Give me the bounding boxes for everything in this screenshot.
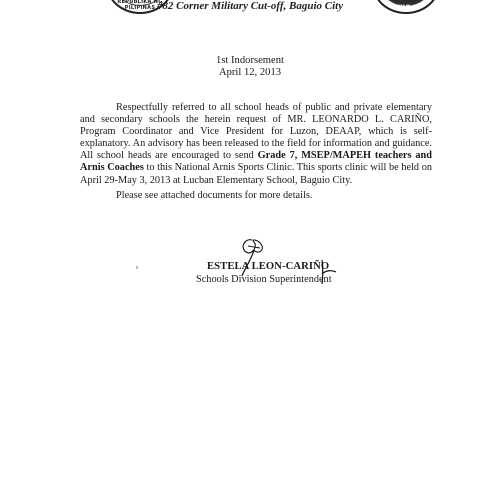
left-seal-text: REPUBLIKA NG PILIPINAS (117, 0, 163, 11)
scan-speck (136, 266, 138, 269)
body-paragraph-1 (80, 102, 432, 187)
indorsement-date: April 12, 2013 (218, 67, 282, 78)
indorsement-heading (0, 55, 500, 79)
right-seal-text: BAGUIO CITY (382, 4, 430, 11)
signatory-title: Schools Division Superintendent (196, 274, 332, 285)
indorsement-title: 1st Indorsement (216, 55, 284, 66)
paragraph-1-text-b: to this National Arnis Sports Clinic. This sports clinic will be held on April 29-May 3, 2013 at Lucban Elementary School, Baguio City. (80, 162, 432, 186)
paragraph-1-text-a: Respectfully referred to all school heads of public and private elementary and secondary schools the herein request of MR. LEONARDO L. CARIÑO, Program Coordinator and Vice President for Luzon, DEAAP, which is self-explanatory. An advisory has been released to the field for information and guidance. All school heads are encouraged to send (80, 102, 432, 162)
signatory-name: ESTELA LEON-CARIÑO (207, 261, 330, 272)
office-address: #82 Corner Military Cut-off, Baguio City (156, 0, 344, 12)
body-paragraph-2: Please see attached documents for more details. (116, 190, 313, 201)
paragraph-1-bold-text: Grade 7, MSEP/MAPEH teachers and Arnis Coaches (80, 150, 432, 174)
